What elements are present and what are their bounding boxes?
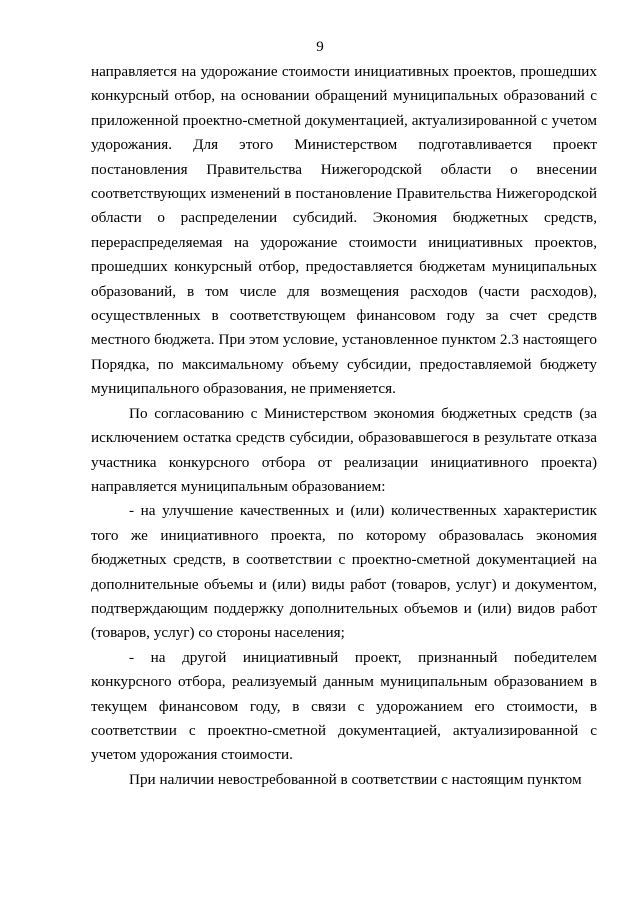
list-item-2: - на другой инициативный проект, признанный победителем конкурсного отбора, реализуемый данным муниципальным образованием в текущем финансовом году, в связи с удорожанием его стоимости, в соответствии с проектно-сметной документацией, актуализированной с учетом удорожания стоимости. (91, 648, 597, 764)
paragraph-1: направляется на удорожание стоимости инициативных проектов, прошедших конкурсный отбор, на основании обращений муниципальных образований с приложенной проектно-сметной документацией, актуализированной с учетом удорожания. Для этого Министерством подготавливается проект постановления Правительства Нижегородской области о внесении соответствующих изменений в постановление Правительства Нижегородской области о распределении субсидий. Экономия бюджетных средств, перераспределяемая на удорожание стоимости инициативных проектов, прошедших конкурсный отбор, предоставляется бюджетам муниципальных образований, в том числе для возмещения расходов (части расходов), осуществленных в соответствующем финансовом году за счет средств местного бюджета. При этом условие, установленное пунктом 2.3 настоящего Порядка, по максимальному объему субсидии, предоставляемой бюджету муниципального образования, не применяется. (91, 63, 597, 398)
paragraph-2: По согласованию с Министерством экономия бюджетных средств (за исключением остатка средств субсидии, образовавшегося в результате отказа участника конкурсного отбора от реализации инициативного проекта) направляется муниципальным образованием: (91, 404, 597, 495)
page-number: 9 (316, 39, 324, 55)
paragraph-3: При наличии невостребованной в соответствии с настоящим пунктом (129, 770, 582, 788)
document-body (91, 60, 597, 792)
list-item-1: - на улучшение качественных и (или) количественных характеристик того же инициативного проекта, по которому образовалась экономия бюджетных средств, в соответствии с проектно-сметной документацией на дополнительные объемы и (или) виды работ (товаров, услуг) и документом, подтверждающим поддержку дополнительных объемов и (или) видов работ (товаров, услуг) со стороны населения; (91, 502, 597, 642)
